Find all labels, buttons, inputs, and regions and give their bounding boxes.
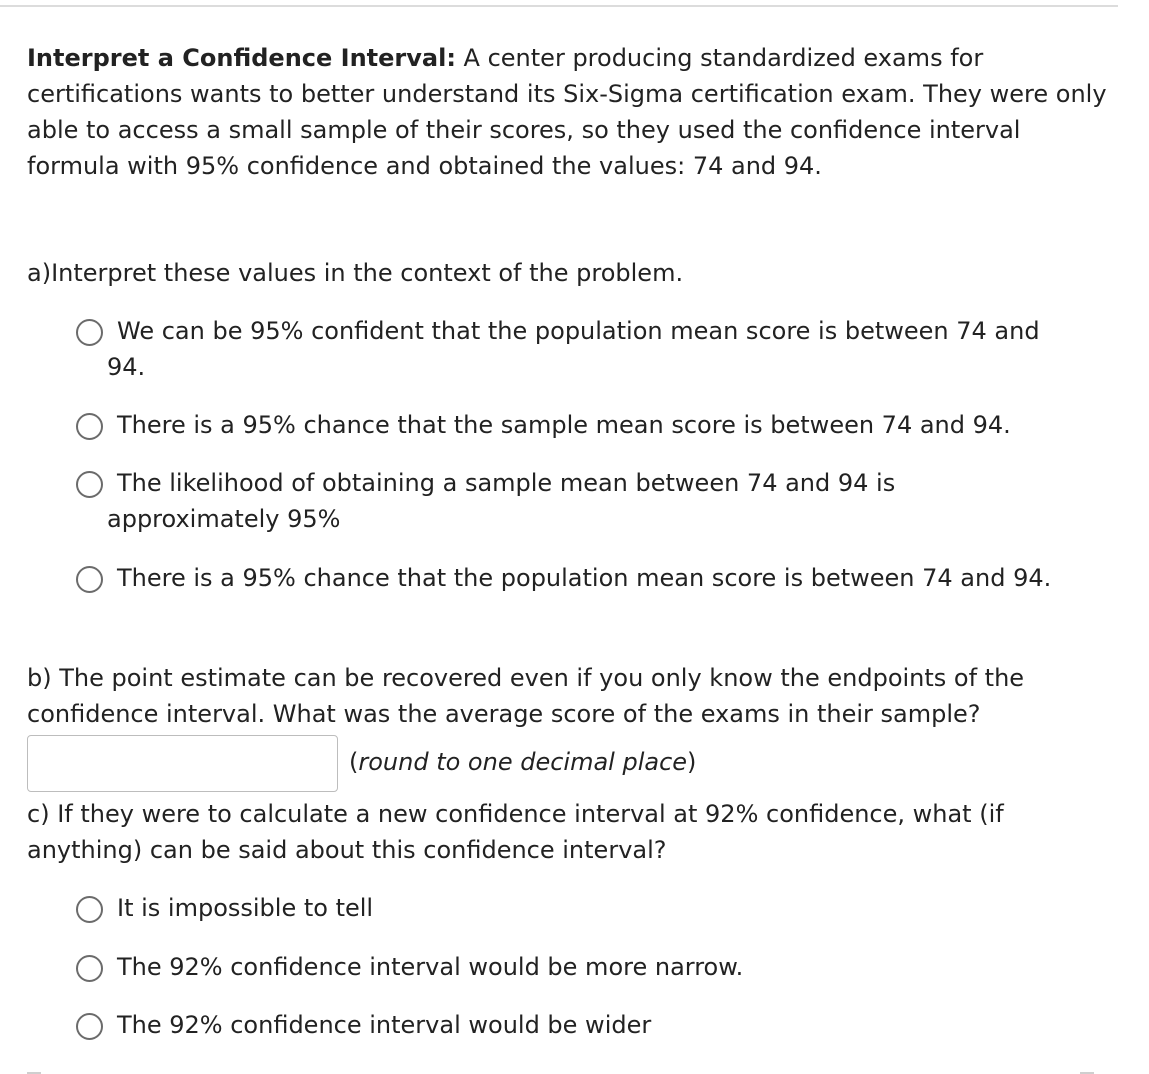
radio-button[interactable] bbox=[76, 471, 103, 498]
option-label: The 92% confidence interval would be wider bbox=[117, 1011, 652, 1039]
option-label: It is impossible to tell bbox=[117, 894, 374, 922]
radio-button[interactable] bbox=[76, 1013, 103, 1040]
radio-button[interactable] bbox=[76, 955, 103, 982]
option-label: The likelihood of obtaining a sample mean between 74 and 94 is bbox=[117, 469, 896, 497]
hint-open-paren: ( bbox=[349, 748, 359, 776]
rounding-hint bbox=[349, 744, 696, 780]
option-label: We can be 95% confident that the population mean score is between 74 and bbox=[117, 317, 1040, 345]
hint-text: round to one decimal place bbox=[358, 748, 688, 776]
radio-button[interactable] bbox=[76, 319, 103, 346]
radio-button[interactable] bbox=[76, 896, 103, 923]
question-a: a)Interpret these values in the context of the problem. bbox=[27, 259, 684, 287]
average-score-input[interactable] bbox=[27, 735, 338, 792]
radio-button[interactable] bbox=[76, 566, 103, 593]
problem-intro bbox=[27, 40, 1117, 184]
problem-text: A center producing standardized exams for certifications wants to better understand its Six-Sigma certification exam. They were only able to access a small sample of their scores, so they used the confidence interval formula with 95% confidence and obtained the values: 74 and 94. bbox=[27, 44, 1107, 180]
option-label: There is a 95% chance that the population mean score is between 74 and 94. bbox=[117, 564, 1052, 592]
problem-title: Interpret a Confidence Interval: bbox=[27, 44, 456, 72]
hint-close-paren: ) bbox=[687, 748, 697, 776]
option-label-continued: 94. bbox=[107, 353, 146, 381]
top-divider bbox=[0, 5, 1118, 7]
option-label-continued: approximately 95% bbox=[107, 505, 341, 533]
question-b: b) The point estimate can be recovered even if you only know the endpoints of the confidence interval. What was the average score of the exams in their sample? bbox=[27, 664, 1025, 728]
option-label: There is a 95% chance that the sample mean score is between 74 and 94. bbox=[117, 411, 1011, 439]
radio-button[interactable] bbox=[76, 413, 103, 440]
question-c: c) If they were to calculate a new confidence interval at 92% confidence, what (if anything) can be said about this confidence interval? bbox=[27, 800, 1004, 864]
option-label: The 92% confidence interval would be more narrow. bbox=[117, 953, 744, 981]
